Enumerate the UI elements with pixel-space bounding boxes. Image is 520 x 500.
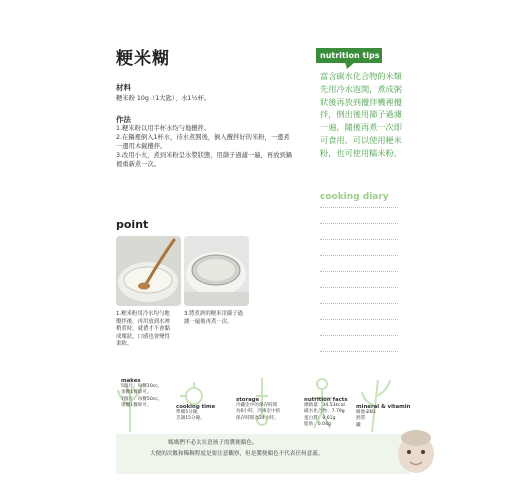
diary-line: [320, 207, 398, 208]
diary-line: [320, 271, 398, 272]
method-step: 1.粳米粉以用半杯水均勻地攪拌。: [116, 125, 211, 132]
point-photo-2: [184, 236, 249, 306]
diary-line: [320, 351, 398, 352]
point-label: point: [116, 218, 149, 231]
makes-block: makes 5個月：每餐10cc， 須餵1餐即可。 7個月：每餐50cc， 須餵1餐即可。: [121, 378, 163, 409]
diary-line: [320, 319, 398, 320]
footer-line: 大便的次數和稀稠程度是要注意觀察，但是糞便顏色不代表任何意義。: [150, 451, 324, 457]
diary-line: [320, 239, 398, 240]
materials-text: 粳米粉 10g（1大匙）、水1½杯。: [116, 95, 211, 102]
recipe-title: 粳米糊: [116, 49, 170, 69]
nutrition-facts-block: nutrition facts 總熱量：34.53kcal 碳水化合物：7.79g 蛋白質：0.61g 脂肪：0.04g: [304, 397, 348, 428]
footer-note: [116, 434, 410, 474]
mineral-vitamin-heading: mineral & vitamin: [356, 404, 411, 410]
method-step: 一邊用木鏟攪拌。: [116, 143, 167, 150]
diary-line: [320, 287, 398, 288]
point-photo-1: [116, 236, 181, 306]
nutrition-tips-heading: nutrition tips: [316, 48, 382, 63]
method-heading: 作法: [116, 115, 131, 124]
cooking-time-block: cooking time 準備5分鐘， 烹調15分鐘。: [176, 404, 216, 422]
method-step: 2.在鍋裡倒入1杯水，待水煮開後，倒入攪拌好的米粉，一邊煮: [116, 134, 290, 141]
diary-line: [320, 303, 398, 304]
storage-block: storage 冷藏室中的保存時間 為6小時，冷凍室中的 保存時間為24小時。: [236, 397, 281, 421]
method-step: 3.改用小火，煮到米粉呈水漿狀態，用篩子過濾一遍，再放到鍋: [116, 152, 293, 159]
footer-line: 媽媽們不必太在意孩子的糞便顏色。: [168, 440, 258, 446]
method-step: 裡重新煮一次。: [116, 161, 161, 168]
storage-heading: storage: [236, 397, 260, 403]
bowl-with-spoon-image: [116, 236, 181, 306]
nutrition-tips-text: 富含碳水化合物的米類 先用冷水泡開，煮成粥 狀後再放到攪拌機裡攪 拌，倒出後用篩子過濾 一遍，隨後再煮一次即 可食用。可以使用粳米 粉，也可使用糯米粉。: [320, 71, 402, 158]
materials-heading: 材料: [116, 83, 131, 92]
makes-heading: makes: [121, 378, 141, 384]
sieve-bowl-image: [184, 236, 249, 306]
point-caption-1: 1.粳米粉用冷水均勻地 攪拌後，再用放到水裡 稍煮時，就禮才不會黏 成塊狀，口感也會變得 柔軟。: [116, 311, 170, 348]
diary-line: [320, 335, 398, 336]
point-caption-2: 3.將煮熟的粳米用篩子過 濾一遍後再煮一次。: [184, 311, 244, 325]
cooking-time-heading: cooking time: [176, 404, 216, 410]
diary-line: [320, 255, 398, 256]
mineral-vitamin-block: mineral & vitamin 維他命B1 鈣質 鐵: [356, 404, 411, 428]
cooking-diary-heading: cooking diary: [320, 192, 389, 202]
nutrition-facts-heading: nutrition facts: [304, 397, 348, 403]
method-steps: [116, 124, 306, 169]
diary-line: [320, 223, 398, 224]
baby-photo: [394, 428, 438, 474]
speech-tail-icon: [345, 62, 355, 69]
